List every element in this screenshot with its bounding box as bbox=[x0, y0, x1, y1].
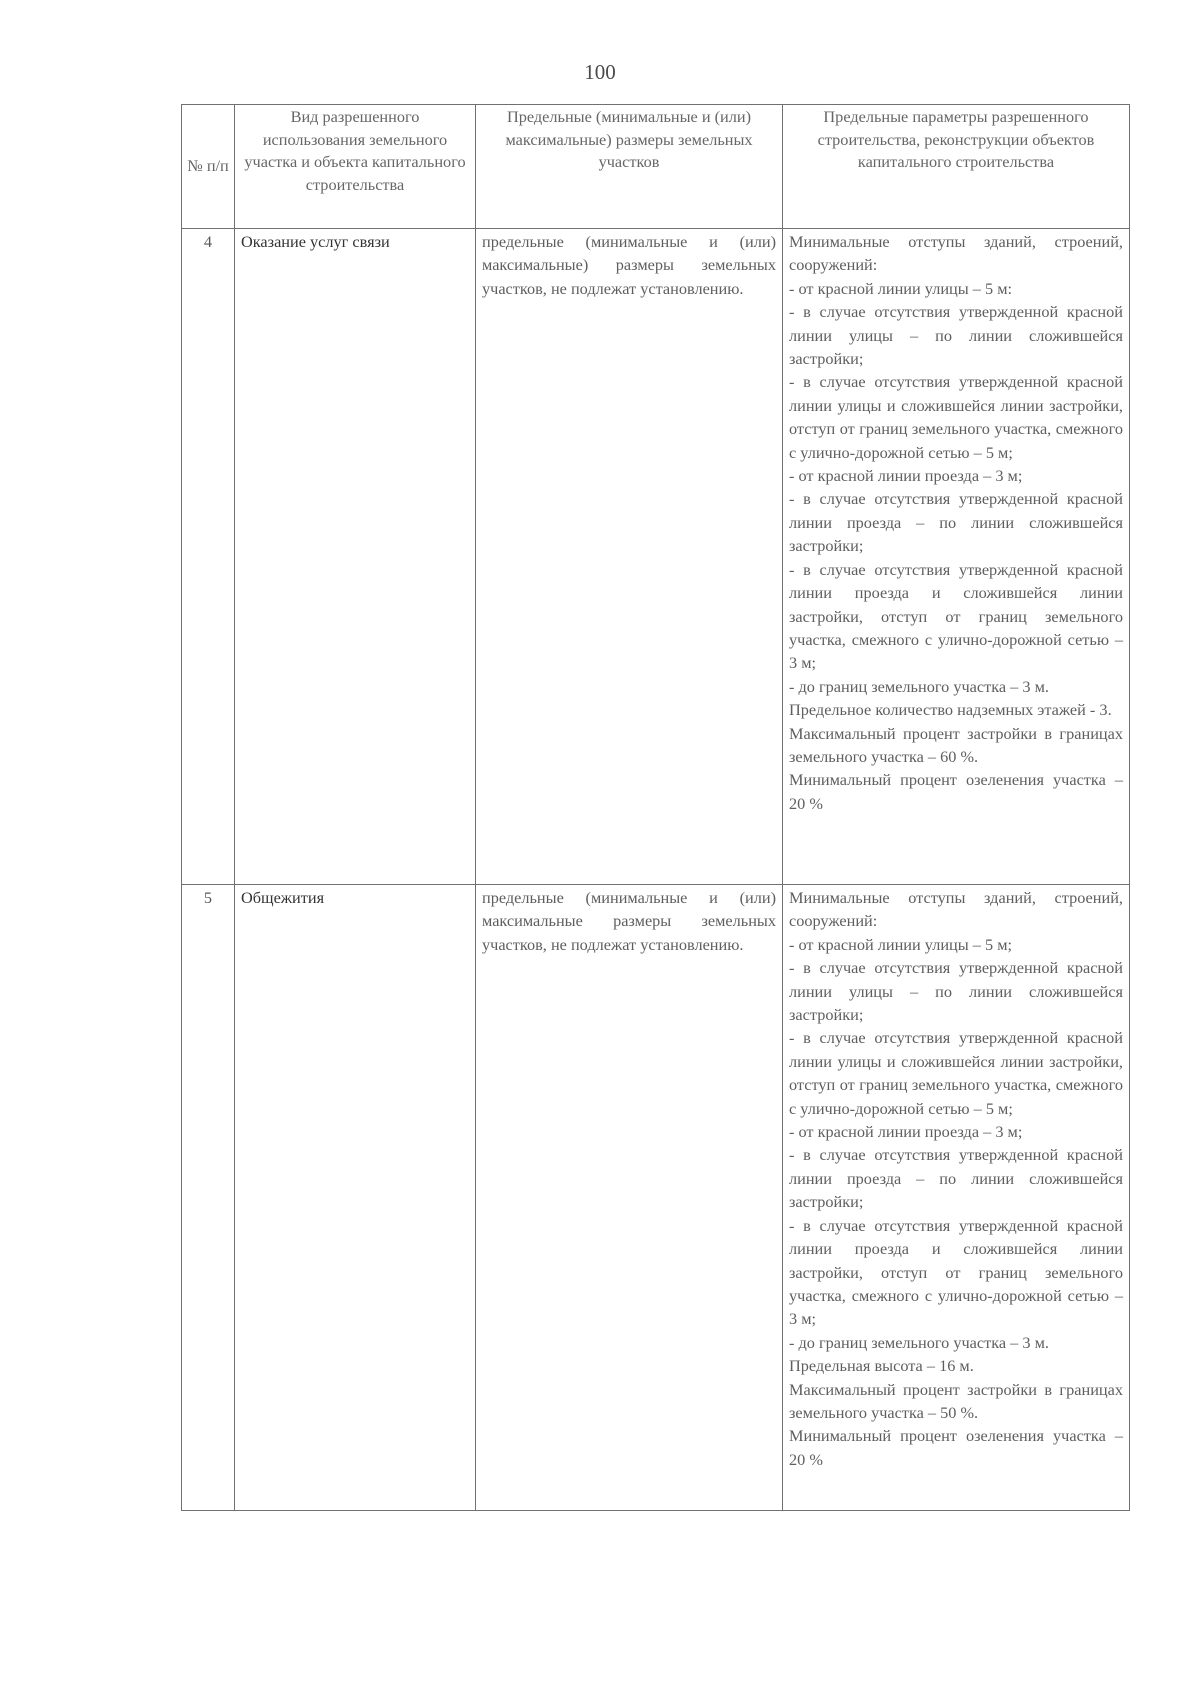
parameter-line: - от красной линии улицы – 5 м; bbox=[789, 934, 1013, 954]
parameter-line: - от красной линии улицы – 5 м: bbox=[789, 278, 1013, 298]
parameter-line: - до границ земельного участка – 3 м. bbox=[789, 676, 1049, 696]
parameter-line: - в случае отсутствия утвержденной красной линии проезда и сложившейся линии застройки, отступ от границ земельного участка, смежного с улично-дорожной сетью – 3 м; bbox=[789, 1215, 1123, 1329]
parameter-line: - в случае отсутствия утвержденной красной линии проезда и сложившейся линии застройки, отступ от границ земельного участка, смежного с улично-дорожной сетью – 3 м; bbox=[789, 559, 1123, 673]
parameter-line: Предельная высота – 16 м. bbox=[789, 1356, 974, 1376]
parameter-line: - в случае отсутствия утвержденной красной линии проезда – по линии сложившейся застройки; bbox=[789, 1145, 1123, 1212]
header-number: № п/п bbox=[182, 105, 235, 229]
table-row bbox=[182, 885, 1130, 1511]
page-number: 100 bbox=[584, 60, 616, 84]
row-number: 4 bbox=[182, 229, 235, 885]
parameter-line: - в случае отсутствия утвержденной красной линии улицы и сложившейся линии застройки, отступ от границ земельного участка, смежного с улично-дорожной сетью – 5 м; bbox=[789, 372, 1123, 462]
table-header-row bbox=[182, 105, 1130, 229]
row-plot-size: предельные (минимальные и (или) максимальные размеры земельных участков, не подлежат установлению. bbox=[476, 885, 783, 1511]
parameter-line: - в случае отсутствия утвержденной красной линии улицы и сложившейся линии застройки, отступ от границ земельного участка, смежного с улично-дорожной сетью – 5 м; bbox=[789, 1028, 1123, 1118]
row-permitted-use: Общежития bbox=[235, 885, 476, 1511]
parameter-line: - в случае отсутствия утвержденной красной линии улицы – по линии сложившейся застройки; bbox=[789, 302, 1123, 369]
row-permitted-use: Оказание услуг связи bbox=[235, 229, 476, 885]
land-use-parameters-table bbox=[181, 104, 1130, 1511]
header-plot-size: Предельные (минимальные и (или) максимальные) размеры земельных участков bbox=[476, 105, 783, 229]
parameter-line: - от красной линии проезда – 3 м; bbox=[789, 1122, 1023, 1142]
parameter-line: Минимальные отступы зданий, строений, сооружений: bbox=[789, 232, 1123, 275]
parameter-line: - от красной линии проезда – 3 м; bbox=[789, 466, 1023, 486]
row-construction-parameters bbox=[783, 885, 1130, 1511]
parameter-line: - в случае отсутствия утвержденной красной линии проезда – по линии сложившейся застройки; bbox=[789, 489, 1123, 556]
row-construction-parameters bbox=[783, 229, 1130, 885]
parameter-line: Минимальный процент озеленения участка – 20 % bbox=[789, 1426, 1123, 1469]
parameter-line: - в случае отсутствия утвержденной красной линии улицы – по линии сложившейся застройки; bbox=[789, 958, 1123, 1025]
row-number: 5 bbox=[182, 885, 235, 1511]
header-construction-parameters: Предельные параметры разрешенного строительства, реконструкции объектов капитального строительства bbox=[783, 105, 1130, 229]
parameter-line: Максимальный процент застройки в границах земельного участка – 60 %. bbox=[789, 723, 1123, 766]
parameter-line: Минимальные отступы зданий, строений, сооружений: bbox=[789, 888, 1123, 931]
parameter-line: - до границ земельного участка – 3 м. bbox=[789, 1332, 1049, 1352]
parameter-line: Минимальный процент озеленения участка – 20 % bbox=[789, 770, 1123, 813]
parameter-line: Максимальный процент застройки в границах земельного участка – 50 %. bbox=[789, 1379, 1123, 1422]
table-row bbox=[182, 229, 1130, 885]
header-permitted-use: Вид разрешенного использования земельного участка и объекта капитального строительства bbox=[235, 105, 476, 229]
row-plot-size: предельные (минимальные и (или) максимальные) размеры земельных участков, не подлежат установлению. bbox=[476, 229, 783, 885]
parameter-line: Предельное количество надземных этажей - 3. bbox=[789, 700, 1112, 720]
